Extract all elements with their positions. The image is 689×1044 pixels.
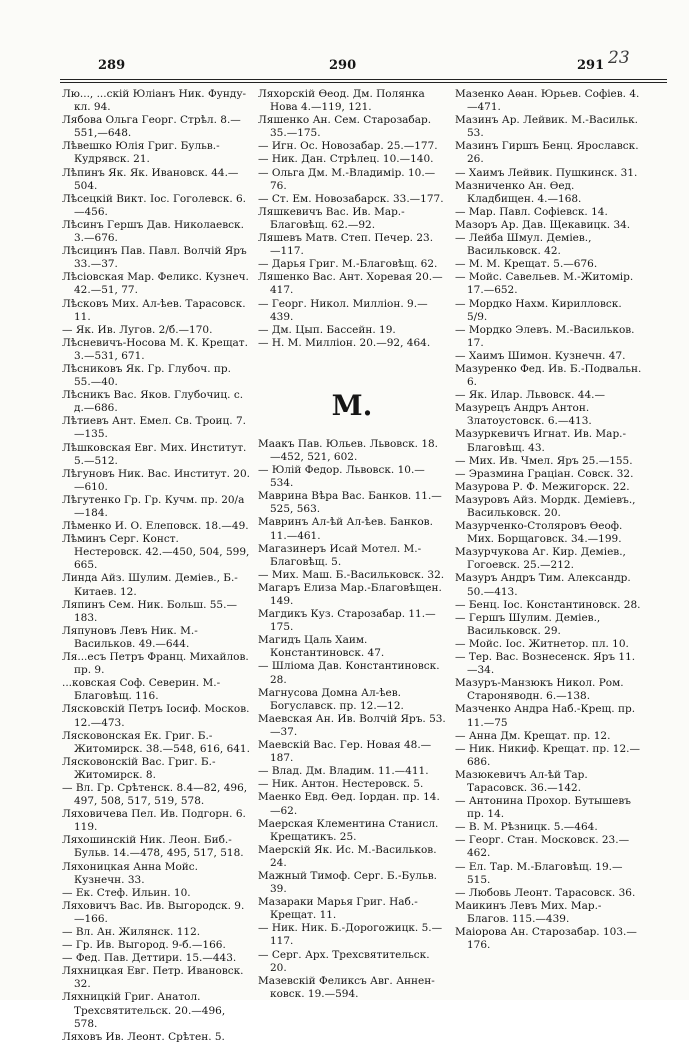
directory-entry: ...ковская Соф. Северин. М.-Благовѣщ. 116. [62, 677, 221, 703]
directory-entry: Ляхорскій Ѳеод. Дм. Полянка Нова 4.—119, 121. [258, 88, 425, 114]
directory-entry: Мазуръ-Манзюкъ Никол. Ром. Староняводн. 6.—138. [455, 677, 624, 703]
directory-entry: — Бенц. Іос. Константиновск. 28. [455, 598, 641, 611]
column-right [455, 88, 643, 952]
header-rule-top [60, 79, 667, 80]
directory-entry: Магазинеръ Исай Мотел. М.-Благовѣщ. 5. [258, 542, 422, 568]
directory-entry: Ляшевъ Матв. Степ. Печер. 23. —117. [258, 232, 434, 258]
directory-entry: — Мих. Ив. Чмел. Яръ 25.—155. [455, 454, 633, 467]
directory-entry: Маевскій Вас. Гер. Новая 48.—187. [258, 739, 432, 765]
directory-entry: — М. М. Крещат. 5.—676. [455, 258, 598, 271]
directory-entry: — Шлiома Дав. Константиновск. 28. [258, 660, 440, 686]
directory-entry: Маерская Клементина Станисл. Крещатикъ. 25. [258, 817, 439, 843]
directory-entry: — Гр. Ив. Выгород. 9-б.—166. [62, 939, 226, 952]
directory-entry: Маіорова Ан. Старозабар. 103.—176. [455, 926, 637, 952]
directory-entry: Ляхошинскій Ник. Леон. Биб.-Бульв. 14.—478, 495, 517, 518. [62, 834, 244, 860]
directory-entry: Ляховичева Пел. Ив. Подгорн. 6. 119. [62, 808, 246, 834]
page-number-left: 289 [98, 58, 126, 73]
header-rule-bottom [60, 82, 667, 83]
directory-entry: — Як. Ив. Лугов. 2/б.—170. [62, 323, 213, 336]
directory-entry: Ляшенко Вас. Ант. Хоревая 20.—417. [258, 271, 443, 297]
column-middle [258, 88, 446, 1001]
directory-entry: Мазенко Аѳан. Юрьев. Софіев. 4.—471. [455, 88, 640, 114]
directory-entry: Лѣшковская Евг. Мих. Институт. 5.—512. [62, 441, 247, 467]
section-letter-heading: M. [331, 388, 373, 422]
directory-entry: — Влад. Дм. Владим. 11.—411. [258, 765, 429, 778]
directory-entry: Лѣсниковъ Як. Гр. Глубоч. пр. 55.—40. [62, 362, 231, 389]
directory-entry: Мазурченко-Столяровъ Ѳеоф. Мих. Борщаговск. 34.—199. [455, 520, 623, 546]
directory-entry: Лясковонскій Вас. Григ. Б.-Житомирск. 8. [62, 755, 216, 781]
directory-entry: Мазинъ Ар. Лейвик. М.-Васильк. 53. [455, 114, 639, 140]
directory-entry: — Дм. Цып. Бассейн. 19. [258, 323, 396, 336]
directory-entry: — Гершъ Шулим. Деміев., Васильковск. 29. [455, 611, 601, 637]
directory-entry: Лю..., ...скій Юліанъ Ник. Фунду-кл. 94. [62, 88, 247, 114]
directory-entry: — Фед. Пав. Деттири. 15.—443. [62, 952, 237, 965]
directory-entry: Ляпуновъ Левъ Ник. М.-Васильков. 49.—644. [62, 624, 198, 650]
column-middle-bottom-entries [258, 438, 446, 1001]
directory-entry: — Хаимъ Шимон. Кузнечн. 47. [455, 349, 626, 362]
directory-entry: — Мих. Маш. Б.-Васильковск. 32. [258, 568, 445, 581]
directory-entry: Мазниченко Ан. Ѳед. Кладбищен. 4.—168. [455, 179, 582, 205]
directory-entry: — Анна Дм. Крещат. пр. 12. [455, 729, 611, 742]
directory-entry: Мазоръ Ар. Дав. Щекавицк. 34. [455, 218, 631, 231]
directory-entry: — Эразмина Граціан. Совск. 32. [455, 467, 634, 480]
directory-entry: Лѣвешко Юлія Григ. Бульв.-Кудрявск. 21. [62, 140, 220, 166]
directory-entry: — Ник. Никиф. Крещат. пр. 12.—686. [455, 742, 641, 768]
directory-entry: — Любовь Леонт. Тарасовск. 36. [455, 886, 636, 899]
directory-entry: Мазуркевичъ Игнат. Ив. Мар.-Благовѣщ. 43. [455, 428, 627, 454]
directory-entry: Мазуровъ Айз. Мордк. Деміевъ., Васильковск. 20. [455, 493, 636, 519]
column-left [62, 88, 250, 1044]
directory-entry: Лѣсіовская Мар. Феликс. Кузнеч. 42.—51, 77. [62, 271, 249, 297]
directory-entry: — Ник. Ник. Б.-Дорогожицк. 5.—117. [258, 922, 443, 948]
directory-entry: Ляхоницкая Анна Мойс. Кузнечн. 33. [62, 860, 198, 886]
directory-entry: Лясковскій Петръ Іосиф. Москов. 12.—473. [62, 703, 250, 729]
directory-entry: Мазурова Р. Ф. Межигорск. 22. [455, 480, 630, 493]
directory-entry: Мажный Тимоф. Серг. Б.-Бульв. 39. [258, 869, 438, 896]
directory-entry: Лѣсицинъ Пав. Павл. Волчій Яръ 33.—37. [62, 245, 247, 271]
directory-entry: — Ник. Антон. Нестеровск. 5. [258, 778, 424, 791]
directory-entry: Маенко Евд. Ѳед. Іордан. пр. 14. —62. [258, 791, 440, 817]
directory-entry: Магнусова Домна Ал-ѣев. Богуславск. пр. 12.—12. [258, 686, 404, 712]
directory-entry: — Мар. Павл. Софіевск. 14. [455, 205, 608, 218]
directory-entry: — Игн. Ос. Новозабар. 25.—177. [258, 140, 438, 153]
directory-entry: Мазурецъ Андръ Антон. Златоустовск. 6.—413. [455, 402, 592, 428]
directory-entry: Ля...есъ Петръ Франц. Михайлов. пр. 9. [62, 651, 249, 677]
directory-entry: — Н. М. Милліон. 20.—92, 464. [258, 336, 431, 349]
page-number-right: 291 [577, 58, 605, 73]
directory-entry: Маакъ Пав. Юльев. Львовск. 18.—452, 521, 602. [258, 437, 439, 463]
directory-entry: — Ст. Ем. Новозабарск. 33.—177. [258, 192, 444, 205]
directory-entry: Магаръ Елиза Мар.-Благовѣщен. 149. [258, 581, 442, 607]
directory-entry: Мазараки Марья Григ. Наб.-Крещат. 11. [258, 896, 418, 922]
directory-entry: Лѣсневичъ-Носова М. К. Крещат. 3.—531, 671. [62, 336, 248, 362]
directory-entry: — Лейба Шмул. Деміев., Васильковск. 42. [455, 232, 592, 258]
directory-entry: Мазченко Андра Наб.-Крещ. пр. 11.—75 [455, 703, 636, 729]
directory-entry: — Георг. Стан. Московск. 23.—462. [455, 834, 630, 860]
directory-entry: Ляпинъ Сем. Ник. Больш. 55.—183. [62, 598, 237, 624]
directory-entry: Лѣсникъ Вас. Яков. Глубочиц. с. д.—686. [62, 389, 244, 415]
directory-entry: Мазинъ Гиршъ Бенц. Ярославск. 26. [455, 140, 639, 166]
directory-entry: — Мойс. Савельев. М.-Житомір. 17.—652. [455, 271, 634, 297]
directory-entry: Лѣменко И. О. Елеповск. 18.—49. [62, 520, 249, 533]
directory-entry: — Серг. Арх. Трехсвятительск. 20. [258, 948, 430, 974]
directory-entry: Лѣгуновъ Ник. Вас. Институт. 20.—610. [62, 467, 250, 493]
directory-entry: — Тер. Вас. Вознесенск. Яръ 11.—34. [455, 651, 636, 677]
directory-entry: Ляховичъ Вас. Ив. Выгородск. 9.—166. [62, 899, 245, 925]
directory-entry: Маевская Ан. Ив. Волчій Яръ. 53.—37. [258, 712, 446, 738]
directory-entry: Мазевскій Феликсъ Авг. Аннен-ковск. 19.—594. [258, 974, 435, 1000]
directory-entry: Мавринъ Ал-ѣй Ал-ѣев. Банков. 11.—461. [258, 516, 433, 542]
directory-entry: Ляшенко Ан. Сем. Старозабар. 35.—175. [258, 114, 432, 140]
directory-entry: — Ник. Дан. Стрѣлец. 10.—140. [258, 153, 434, 166]
directory-entry: Лѣгутенко Гр. Гр. Кучм. пр. 20/а—184. [62, 493, 245, 519]
directory-entry: Лѣсецкій Викт. Іос. Гоголевск. 6.—456. [62, 192, 247, 218]
directory-entry: Маврина Вѣра Вас. Банков. 11.—525, 563. [258, 490, 442, 516]
directory-entry: — Мордко Элевъ. М.-Васильков. 17. [455, 323, 635, 349]
directory-entry: Лясковонская Ек. Григ. Б.-Житомирск. 38.—548, 616, 641. [62, 729, 250, 755]
directory-entry: — Хаимъ Лейвик. Пушкинск. 31. [455, 166, 638, 179]
directory-entry: Мазурчукова Аг. Кир. Деміев., Гогоевск. 25.—212. [455, 546, 626, 572]
directory-entry: — В. М. Рѣзницк. 5.—464. [455, 821, 598, 834]
directory-entry: — Юлій Федор. Львовск. 10.—534. [258, 464, 425, 490]
directory-entry: Лябова Ольга Георг. Стрѣл. 8.—551,—648. [62, 114, 241, 140]
directory-entry: Мазуръ Андръ Тим. Александр. 50.—413. [455, 572, 631, 598]
directory-entry: Ляшкевичъ Вас. Ив. Мар.-Благовѣщ. 62.—92. [258, 205, 405, 231]
directory-entry: — Ольга Дм. М.-Владимір. 10.—76. [258, 166, 436, 192]
directory-entry: Ляхницкій Григ. Анатол. Трехсвятительск. 20.—496, 578. [62, 991, 226, 1030]
directory-entry: — Георг. Никол. Милліон. 9.—439. [258, 297, 428, 323]
directory-entry: — Мордко Нахм. Кирилловск. 5/9. [455, 297, 622, 323]
directory-entry: Лѣтиевъ Ант. Емел. Св. Троиц. 7.—135. [62, 415, 246, 441]
directory-entry: Лѣсинъ Гершъ Дав. Николаевск. 3.—676. [62, 218, 244, 245]
directory-entry: Мазюкевичъ Ал-ѣй Тар. Тарасовск. 36.—142. [455, 768, 588, 794]
directory-entry: — Вл. Гр. Срѣтенск. 8.4—82, 496, 497, 508, 517, 519, 578. [62, 781, 248, 808]
directory-entry: — Дарья Григ. М.-Благовѣщ. 62. [258, 258, 438, 271]
page-number-center: 290 [329, 58, 357, 73]
directory-entry: Ляхницкая Евг. Петр. Ивановск. 32. [62, 965, 244, 991]
handwritten-page-note: 23 [608, 48, 630, 68]
directory-entry: — Антонина Прохор. Бутышевъ пр. 14. [455, 795, 631, 821]
directory-entry: — Мойс. Іос. Житнетор. пл. 10. [455, 637, 629, 650]
directory-entry: Магидъ Цаль Хаим. Константиновск. 47. [258, 634, 385, 660]
directory-entry: Линда Айз. Шулим. Деміев., Б.-Китаев. 12. [62, 572, 238, 598]
directory-entry: Мазуренко Фед. Ив. Б.-Подвальн. 6. [455, 362, 642, 389]
directory-entry: Ляховъ Ив. Леонт. Срѣтен. 5. [62, 1030, 225, 1043]
directory-entry: Лѣминъ Серг. Конст. Нестеровск. 42.—450, 504, 599, 665. [62, 533, 250, 572]
directory-entry: — Як. Илар. Львовск. 44.— [455, 389, 605, 402]
directory-entry: — Ек. Стеф. Ильин. 10. [62, 886, 191, 899]
directory-entry: — Вл. Ан. Жилянск. 112. [62, 926, 201, 938]
directory-entry: Магдикъ Куз. Старозабар. 11.—175. [258, 608, 436, 634]
directory-entry: — Ел. Тар. М.-Благовѣщ. 19.—515. [455, 860, 623, 886]
column-middle-top-entries [258, 88, 446, 350]
directory-entry: Маерскій Як. Ис. М.-Васильков. 24. [258, 843, 437, 869]
directory-entry: Маикинъ Левъ Мих. Мар.-Благов. 115.—439. [455, 899, 602, 925]
directory-entry: Лѣсковъ Мих. Ал-ѣев. Тарасовск. 11. [62, 297, 246, 323]
directory-entry: Лѣпинъ Як. Як. Ивановск. 44.—504. [62, 166, 239, 192]
